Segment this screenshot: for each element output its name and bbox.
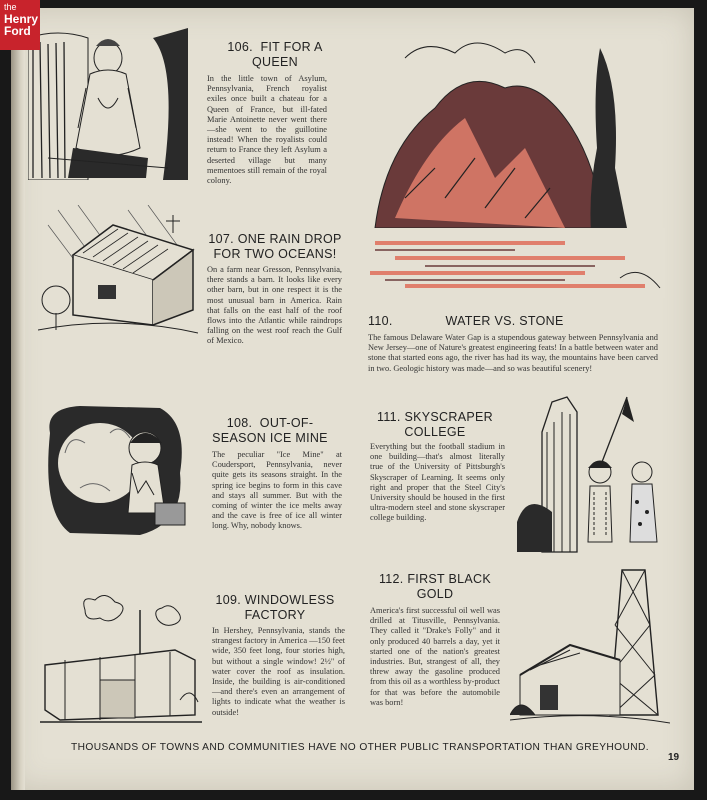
page-footer: THOUSANDS OF TOWNS AND COMMUNITIES HAVE NO OTHER PUBLIC TRANSPORTATION THAN GREYHOUND.: [71, 742, 649, 753]
article-106-title: [200, 40, 350, 70]
article-107-number: 107.: [208, 232, 234, 246]
article-110-title: [368, 314, 658, 329]
article-110-body: The famous Delaware Water Gap is a stupendous gateway between Pennsylvania and New Jersey—one of Nature's greatest engineering feats! In a battle between water and stone that started eons ago, the river has had its way, the mountains have been carved in two. Geologic history was made—and so was beautiful scenery!: [368, 333, 658, 373]
article-108-body: The peculiar "Ice Mine" at Coudersport, Pennsylvania, never quite gets its seasons straight. In the spring ice begins to form in this cave and stays all summer. But with the coming of winter the ice melts away and the cave is free of ice all winter long. Why, nobody knows.: [212, 450, 342, 531]
article-109-title: [205, 593, 345, 623]
water-gap-illustration: [365, 28, 665, 308]
article-109-number: 109.: [215, 593, 241, 607]
article-109-title-line2: FACTORY: [244, 608, 306, 622]
article-112-body: America's first successful oil well was drilled at Titusville, Pennsylvania. They called it "Drake's Folly" and it only produced 40 barrels a day, yet it started one of the nation's greatest industries. But, strangest of all, they threw away the gasoline produced from this oil as a worthless by-product for that was before the automobile was born!: [370, 606, 500, 707]
article-107-title-line2: FOR TWO OCEANS!: [213, 247, 337, 261]
queen-illustration: [28, 28, 188, 180]
oil-well-illustration: [510, 565, 670, 730]
page-spine: [11, 8, 25, 790]
article-111-title-line2: COLLEGE: [404, 425, 466, 439]
article-112-title-line2: GOLD: [416, 587, 454, 601]
article-112-number: 112.: [378, 572, 404, 586]
barn-illustration: [38, 205, 198, 340]
factory-illustration: [40, 590, 202, 730]
article-106-title-line2: QUEEN: [252, 55, 298, 69]
article-108-title-line1: OUT-OF-: [259, 416, 314, 430]
logo-line2: Henry: [4, 12, 39, 26]
article-111-title-line1: SKYSCRAPER: [404, 410, 493, 424]
article-107-title: [200, 232, 350, 262]
ice-mine-illustration: [40, 403, 190, 538]
article-108-title: [200, 416, 340, 446]
article-109-title-line1: WINDOWLESS: [244, 593, 335, 607]
article-108-title-line2: SEASON ICE MINE: [212, 431, 328, 445]
skyscraper-illustration: [512, 392, 672, 557]
article-106-number: 106.: [227, 40, 253, 54]
article-106-body: In the little town of Asylum, Pennsylvania, French royalist exiles once built a chateau for a Queen of France, but ill-fated Marie Antoinette never went there—she went to the guillotine instead! When the royalists could return to France they left Asylum a deserted village but many mementoes still remain of the royal colony.: [207, 74, 327, 186]
article-107-title-line1: ONE RAIN DROP: [237, 232, 342, 246]
article-108-number: 108.: [226, 416, 253, 430]
article-109-body: In Hershey, Pennsylvania, stands the strangest factory in America —150 feet wide, 350 feet long, four stories high, but without a single window! 2½" of water cover the roof as insulation. Inside, the building is air-conditioned—and there's even an arrangement of lights to indicate what the weather is outside!: [212, 626, 345, 717]
article-111-body: Everything but the football stadium in one building—that's almost literally true of the University of Pittsburgh's Skyscraper of Learning. It seems only right and proper that the Steel City's University should be housed in the first ultra-modern steel and stone skyscraper college building.: [370, 442, 505, 523]
article-110-number: 110.: [368, 314, 393, 328]
article-112-title: [365, 572, 505, 602]
article-107-body: On a farm near Gresson, Pennsylvania, there stands a barn. It looks like every other barn, but in one respect it is the most unusual barn in America. Rain that falls on the east half of the roof flows into the Atlantic while raindrops falling on the west roof reach the Gulf of Mexico.: [207, 265, 342, 346]
page-number: 19: [668, 752, 680, 763]
article-111-title: [365, 410, 505, 440]
article-112-title-line1: FIRST BLACK: [407, 572, 492, 586]
article-111-number: 111.: [377, 410, 401, 424]
article-110-title-line1: WATER VS. STONE: [445, 314, 564, 328]
logo-line1: the: [4, 2, 17, 12]
henry-ford-logo[interactable]: [0, 0, 40, 50]
logo-line3: Ford: [4, 24, 31, 38]
article-106-title-line1: FIT FOR A: [260, 40, 323, 54]
